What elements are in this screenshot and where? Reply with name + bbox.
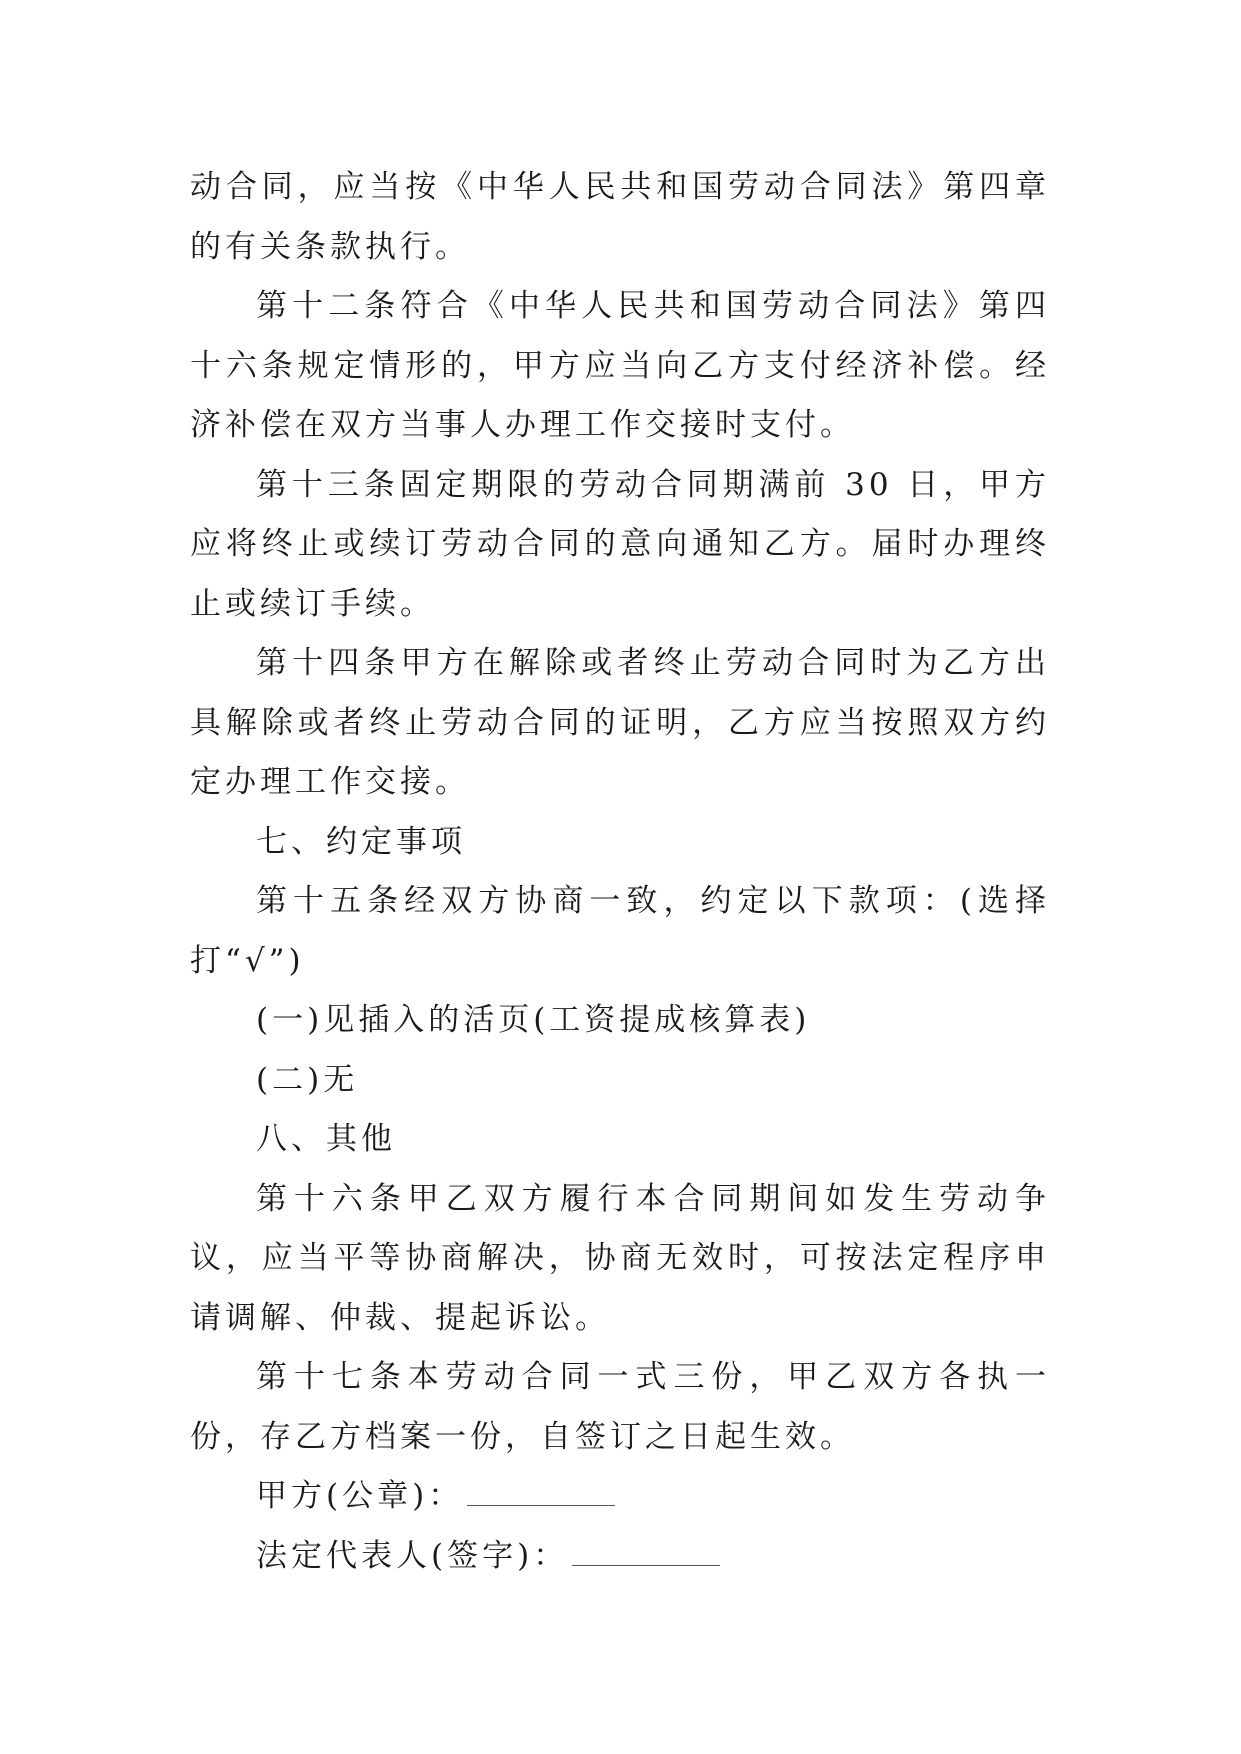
section-heading-agreed-matters: 七、约定事项 [256,823,466,860]
party-a-blank [467,1483,615,1506]
party-a-label: 甲方(公章)： [256,1478,464,1514]
clause-16: 第十六条甲乙双方履行本合同期间如发生劳动争议，应当平等协商解决，协商无效时，可按法定程序申请调解、仲裁、提起诉讼。 [190,1180,1050,1336]
option-one: (一)见插入的活页(工资提成核算表) [256,1002,811,1038]
paragraph-continuation: 动合同，应当按《中华人民共和国劳动合同法》第四章的有关条款执行。 [190,169,1050,265]
option-two: (二)无 [256,1061,359,1098]
section-heading-other: 八、其他 [256,1121,396,1157]
clause-12: 第十二条符合《中华人民共和国劳动合同法》第四十六条规定情形的，甲方应当向乙方支付经济补偿。经济补偿在双方当事人办理工作交接时支付。 [190,288,1050,443]
clause-15: 第十五条经双方协商一致，约定以下款项：(选择打“√”) [190,883,1050,979]
legal-rep-blank [572,1543,720,1566]
legal-rep-label: 法定代表人(签字)： [256,1537,569,1574]
contract-body [190,158,1050,1586]
clause-13: 第十三条固定期限的劳动合同期满前 30 日，甲方应将终止或续订劳动合同的意向通知乙方。届时办理终止或续订手续。 [190,466,1050,622]
legal-rep-signature-line [190,1527,1050,1587]
party-a-signature-line [190,1467,1050,1527]
clause-14: 第十四条甲方在解除或者终止劳动合同时为乙方出具解除或者终止劳动合同的证明，乙方应当按照双方约定办理工作交接。 [190,645,1050,800]
clause-17: 第十七条本劳动合同一式三份，甲乙双方各执一份，存乙方档案一份，自签订之日起生效。 [190,1359,1050,1455]
